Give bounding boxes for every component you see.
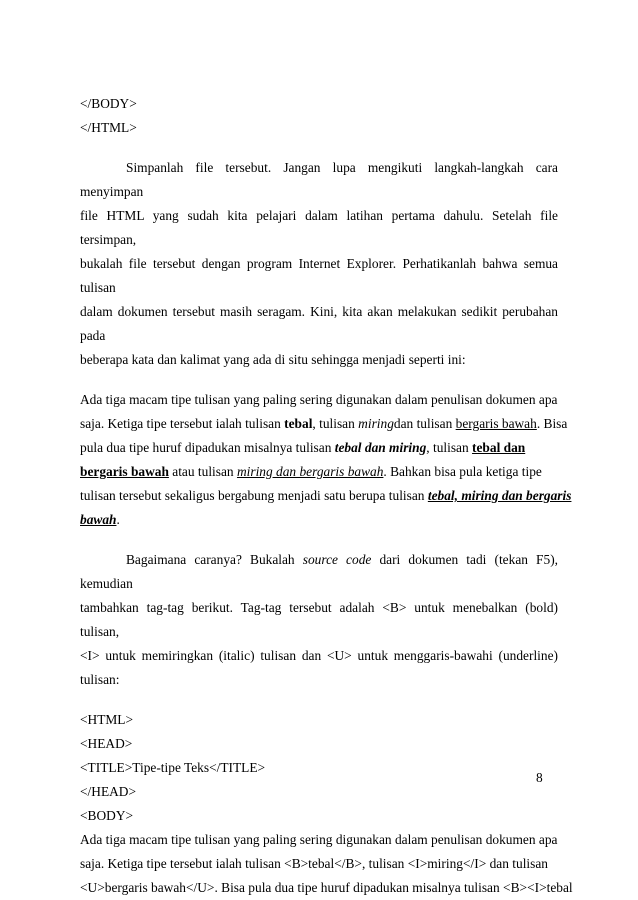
- text-run: .: [116, 512, 120, 527]
- bold-underlined-text: bergaris bawah: [80, 464, 169, 479]
- text-run: . Bisa: [536, 416, 568, 431]
- code-line: <TITLE>Tipe-tipe Teks</TITLE>: [80, 760, 266, 775]
- paragraph-line: beberapa kata dan kalimat yang ada di situ sehingga menjadi seperti ini:: [80, 352, 466, 367]
- text-run: tulisan tersebut sekaligus bergabung menjadi satu berupa tulisan: [80, 488, 428, 503]
- text-run: , tulisan: [426, 440, 473, 455]
- text-run: pula dua tipe huruf dipadukan misalnya tulisan: [80, 440, 335, 455]
- code-line: saja. Ketiga tipe tersebut ialah tulisan <B>tebal</B>, tulisan <I>miring</I> dan tulisan: [80, 856, 548, 871]
- paragraph-line: [80, 412, 568, 436]
- code-block: [80, 708, 573, 900]
- paragraph-line: [80, 460, 558, 484]
- bold-italic-underlined-text: tebal, miring dan bergaris: [427, 488, 572, 503]
- underlined-text: bergaris bawah: [455, 416, 537, 431]
- paragraph-line: Simpanlah file tersebut. Jangan lupa mengikuti langkah-langkah cara menyimpan: [80, 160, 558, 199]
- bold-text: tebal: [284, 416, 313, 431]
- paragraph-line: [80, 484, 572, 508]
- paragraph-line: tambahkan tag-tag berikut. Tag-tag tersebut adalah <B> untuk menebalkan (bold) tulisan,: [80, 600, 558, 639]
- code-line: <U>bergaris bawah</U>. Bisa pula dua tipe huruf dipadukan misalnya tulisan <B><I>tebal: [80, 880, 573, 895]
- bold-underlined-text: tebal dan: [472, 440, 526, 455]
- text-run: saja. Ketiga tipe tersebut ialah tulisan: [80, 416, 285, 431]
- paragraph-line: tulisan:: [80, 672, 120, 687]
- code-line: </BODY>: [80, 96, 137, 111]
- italic-text: source code: [302, 552, 372, 567]
- text-run: dan tulisan: [393, 416, 456, 431]
- text-run: Bagaimana caranya? Bukalah: [126, 552, 303, 567]
- code-line: <HEAD>: [80, 736, 133, 751]
- bold-italic-text: tebal dan miring: [334, 440, 427, 455]
- paragraph-how-to: [80, 548, 558, 692]
- paragraph-line: bukalah file tersebut dengan program Internet Explorer. Perhatikanlah bahwa semua tulisan: [80, 256, 558, 295]
- paragraph-line: [80, 508, 558, 532]
- page-number: 8: [536, 770, 543, 785]
- paragraph-line: Ada tiga macam tipe tulisan yang paling sering digunakan dalam penulisan dokumen apa: [80, 392, 558, 407]
- italic-underlined-text: miring dan bergaris bawah: [236, 464, 384, 479]
- bold-italic-underlined-text: bawah: [80, 512, 117, 527]
- text-run: atau tulisan: [168, 464, 237, 479]
- text-run: , tulisan: [312, 416, 359, 431]
- code-line: </HTML>: [80, 120, 137, 135]
- code-line: </HEAD>: [80, 784, 137, 799]
- paragraph-text-styles-example: [80, 388, 572, 532]
- page-content: [80, 92, 573, 900]
- paragraph-line: file HTML yang sudah kita pelajari dalam latihan pertama dahulu. Setelah file tersimpan,: [80, 208, 558, 247]
- code-line: <HTML>: [80, 712, 134, 727]
- paragraph-line: [80, 548, 558, 596]
- paragraph-line: <I> untuk memiringkan (italic) tulisan dan <U> untuk menggaris-bawahi (underline): [80, 648, 558, 663]
- paragraph-line: dalam dokumen tersebut masih seragam. Kini, kita akan melakukan sedikit perubahan pada: [80, 304, 558, 343]
- italic-text: miring: [358, 416, 394, 431]
- text-run: dari dokumen tadi (tekan F5), kemudian: [80, 552, 559, 591]
- code-line: Ada tiga macam tipe tulisan yang paling sering digunakan dalam penulisan dokumen apa: [80, 832, 558, 847]
- paragraph-save-file: [80, 156, 558, 372]
- paragraph-line: [80, 436, 558, 460]
- text-run: . Bahkan bisa pula ketiga tipe: [383, 464, 542, 479]
- code-line: <BODY>: [80, 808, 134, 823]
